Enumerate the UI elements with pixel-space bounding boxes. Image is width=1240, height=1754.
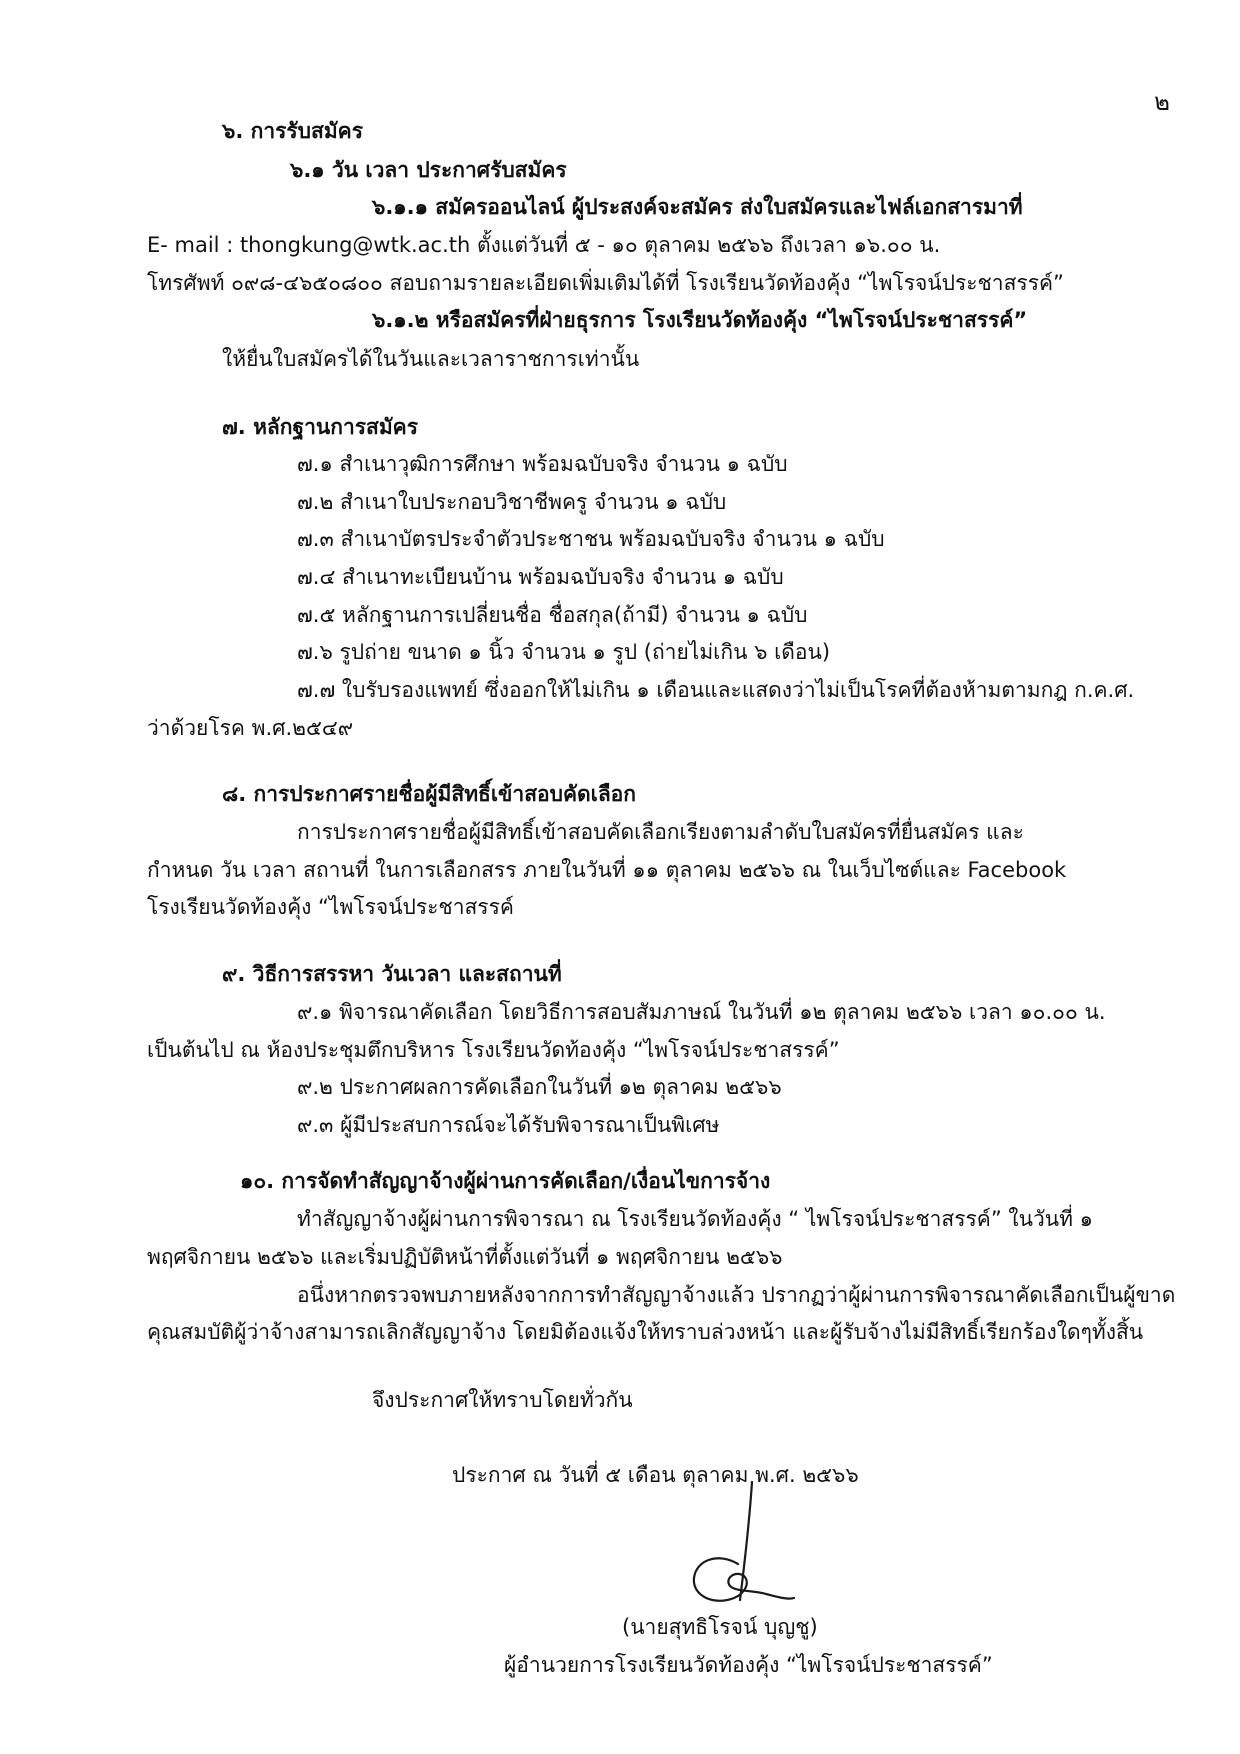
requirement-item: ๗.๗ ใบรับรองแพทย์ ซึ่งออกให้ไม่เกิน ๑ เดือนและแสดงว่าไม่เป็นโรคที่ต้องห้ามตามกฎ ก.ค.ศ.	[297, 678, 1135, 702]
page-number: ๒	[1154, 88, 1170, 116]
email-line: E- mail : thongkung@wtk.ac.th ตั้งแต่วันที่ ๕ - ๑๐ ตุลาคม ๒๕๖๖ ถึงเวลา ๑๖.๐๐ น.	[147, 233, 941, 257]
section-10-paragraph: อนึ่งหากตรวจพบภายหลังจากการทำสัญญาจ้างแล้ว ปรากฏว่าผู้ผ่านการพิจารณาคัดเลือกเป็นผู้ขาด	[297, 1283, 1176, 1307]
section-8-text: การประกาศรายชื่อผู้มีสิทธิ์เข้าสอบคัดเลือกเรียงตามลำดับใบสมัครที่ยื่นสมัคร และ	[297, 820, 1024, 844]
section-9-3: ๙.๓ ผู้มีประสบการณ์จะได้รับพิจารณาเป็นพิเศษ	[297, 1113, 720, 1137]
section-10-heading: ๑๐. การจัดทำสัญญาจ้างผู้ผ่านการคัดเลือก/เงื่อนไขการจ้าง	[240, 1169, 771, 1193]
requirement-item-continuation: ว่าด้วยโรค พ.ศ.๒๕๔๙	[147, 716, 354, 740]
signature-image	[680, 1472, 800, 1622]
requirement-item: ๗.๔ สำเนาทะเบียนบ้าน พร้อมฉบับจริง จำนวน ๑ ฉบับ	[297, 565, 784, 589]
section-6-1-heading: ๖.๑ วัน เวลา ประกาศรับสมัคร	[290, 158, 567, 182]
section-6-heading: ๖. การรับสมัคร	[222, 119, 364, 143]
section-7-heading: ๗. หลักฐานการสมัคร	[222, 415, 419, 439]
section-9-2: ๙.๒ ประกาศผลการคัดเลือกในวันที่ ๑๒ ตุลาคม ๒๕๖๖	[297, 1075, 782, 1099]
requirement-item: ๗.๒ สำเนาใบประกอบวิชาชีพครู จำนวน ๑ ฉบับ	[297, 490, 727, 514]
requirement-item: ๗.๖ รูปถ่าย ขนาด ๑ นิ้ว จำนวน ๑ รูป (ถ่ายไม่เกิน ๖ เดือน)	[297, 640, 831, 664]
requirement-item: ๗.๑ สำเนาวุฒิการศึกษา พร้อมฉบับจริง จำนวน ๑ ฉบับ	[297, 452, 788, 476]
section-8-text: กำหนด วัน เวลา สถานที่ ในการเลือกสรร ภายในวันที่ ๑๑ ตุลาคม ๒๕๖๖ ณ ในเว็บไซต์และ Facebook	[147, 858, 1067, 882]
signer-title: ผู้อำนวยการโรงเรียนวัดท้องคุ้ง “ไพโรจน์ประชาสรรค์”	[504, 1653, 993, 1677]
section-9-heading: ๙. วิธีการสรรหา วันเวลา และสถานที่	[222, 962, 562, 986]
section-8-text: โรงเรียนวัดท้องคุ้ง “ไพโรจน์ประชาสรรค์	[147, 895, 514, 919]
phone-line: โทรศัพท์ ๐๙๘-๔๖๕๐๘๐๐ สอบถามรายละเอียดเพิ่มเติมได้ที่ โรงเรียนวัดท้องคุ้ง “ไพโรจน์ประชาสรรค์”	[147, 271, 1064, 295]
section-10-paragraph-continuation: พฤศจิกายน ๒๕๖๖ และเริ่มปฏิบัติหน้าที่ตั้งแต่วันที่ ๑ พฤศจิกายน ๒๕๖๖	[147, 1245, 783, 1269]
section-10-paragraph: ทำสัญญาจ้างผู้ผ่านการพิจารณา ณ โรงเรียนวัดท้องคุ้ง “ ไพโรจน์ประชาสรรค์” ในวันที่ ๑	[297, 1207, 1093, 1231]
requirement-item: ๗.๕ หลักฐานการเปลี่ยนชื่อ ชื่อสกุล(ถ้ามี) จำนวน ๑ ฉบับ	[297, 603, 808, 627]
section-8-heading: ๘. การประกาศรายชื่อผู้มีสิทธิ์เข้าสอบคัดเลือก	[222, 782, 637, 806]
signer-name: (นายสุทธิโรจน์ บุญชู)	[622, 1615, 818, 1639]
section-10-paragraph-continuation: คุณสมบัติผู้ว่าจ้างสามารถเลิกสัญญาจ้าง โดยมิต้องแจ้งให้ทราบล่วงหน้า และผู้รับจ้างไม่มีสิทธิ์เรียกร้องใดๆทั้งสิ้น	[147, 1320, 1144, 1344]
section-9-1-continuation: เป็นต้นไป ณ ห้องประชุมตึกบริหาร โรงเรียนวัดท้องคุ้ง “ไพโรจน์ประชาสรรค์”	[147, 1038, 840, 1062]
section-6-1-2-heading: ๖.๑.๒ หรือสมัครที่ฝ่ายธุรการ โรงเรียนวัดท้องคุ้ง “ไพโรจน์ประชาสรรค์”	[372, 308, 1028, 332]
requirement-item: ๗.๓ สำเนาบัตรประจำตัวประชาชน พร้อมฉบับจริง จำนวน ๑ ฉบับ	[297, 527, 885, 551]
announcement-date: ประกาศ ณ วันที่ ๕ เดือน ตุลาคม พ.ศ. ๒๕๖๖	[452, 1463, 859, 1487]
closing-statement: จึงประกาศให้ทราบโดยทั่วกัน	[372, 1388, 633, 1412]
section-6-1-2-note: ให้ยื่นใบสมัครได้ในวันและเวลาราชการเท่านั้น	[222, 347, 640, 371]
section-6-1-1-heading: ๖.๑.๑ สมัครออนไลน์ ผู้ประสงค์จะสมัคร ส่งใบสมัครและไฟล์เอกสารมาที่	[372, 195, 1023, 219]
section-9-1: ๙.๑ พิจารณาคัดเลือก โดยวิธีการสอบสัมภาษณ์ ในวันที่ ๑๒ ตุลาคม ๒๕๖๖ เวลา ๑๐.๐๐ น.	[297, 1000, 1106, 1024]
